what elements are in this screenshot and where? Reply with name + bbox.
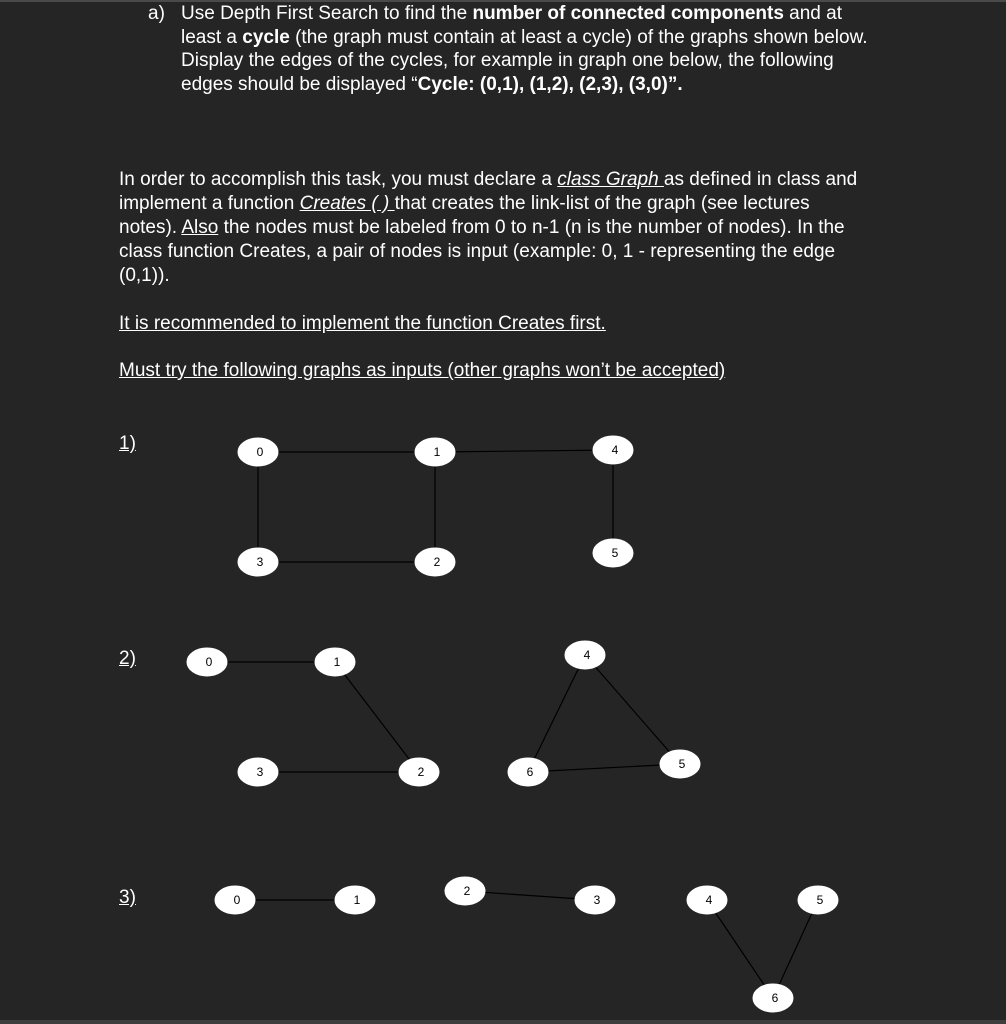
graph-node-label: 1 <box>353 893 361 907</box>
graph-node-label: 2 <box>463 884 471 898</box>
graph-node-label: 6 <box>771 991 779 1005</box>
graph-node-label: 4 <box>611 443 619 457</box>
text-run: Use Depth First Search to find the <box>181 3 473 24</box>
graph-node-label: 6 <box>526 765 534 779</box>
graph-node-label: 0 <box>256 445 264 459</box>
graph-3-label: 3) <box>119 887 136 908</box>
graph-node-label: 2 <box>417 765 425 779</box>
graph-node-label: 3 <box>593 893 601 907</box>
bold-text: ”. <box>667 73 683 95</box>
graph-edge <box>435 450 613 452</box>
text-run: that creates the link-list of the graph (see lectures notes). <box>119 193 810 238</box>
text-run: (the graph must contain at least a cycle) of the graphs shown below. Display the edges of the cycles, for example in graph one below, the following edges should be displayed “ <box>181 26 868 95</box>
graph-node-label: 0 <box>205 655 213 669</box>
graph-node-label: 5 <box>816 893 824 907</box>
graph-node-label: 1 <box>333 655 341 669</box>
graph-edge <box>528 764 680 772</box>
bold-text: number of connected components <box>472 3 784 24</box>
graph-1-label: 1) <box>119 433 136 454</box>
graph-edge <box>585 655 680 764</box>
graph-2 <box>187 641 700 786</box>
list-marker: a) <box>148 3 165 24</box>
text-run: as defined in class and implement a function <box>119 169 858 214</box>
graph-edge <box>335 662 419 772</box>
graph-edge <box>528 655 585 772</box>
text-run: the nodes must be labeled from 0 to n-1 (n is the number of nodes). In the class function Creates, a pair of nodes is input (example: 0, 1 - representing the edge (0,1)). <box>119 217 845 286</box>
graph-node-label: 0 <box>233 893 241 907</box>
graph-node-label: 5 <box>611 546 619 560</box>
underlined-text: Also <box>181 217 219 238</box>
graph-2-label: 2) <box>119 648 136 669</box>
graph-node-label: 5 <box>678 757 686 771</box>
bold-text: cycle <box>242 26 290 48</box>
graph-node-label: 4 <box>583 648 591 662</box>
graph-node-label: 4 <box>705 893 713 907</box>
graph-edge <box>707 900 773 998</box>
graph-node-label: 3 <box>256 765 264 779</box>
creates-function-link: Creates ( ) <box>299 193 395 214</box>
bottom-border <box>0 1020 1006 1024</box>
graph-1 <box>238 436 633 576</box>
recommendation-text: It is recommended to implement the function Creates first. <box>119 313 606 334</box>
graphs-intro-text: Must try the following graphs as inputs (other graphs won’t be accepted) <box>119 360 726 381</box>
graph-node-label: 3 <box>256 555 264 569</box>
bold-text: Cycle: (0,1), (1,2), (2,3), (3,0) <box>417 73 668 95</box>
graph-edge <box>773 900 818 998</box>
graph-node-label: 2 <box>433 555 441 569</box>
class-graph-link: class Graph <box>557 169 664 190</box>
graph-node-label: 1 <box>433 445 441 459</box>
text-run: In order to accomplish this task, you must declare a <box>119 169 558 190</box>
graph-3 <box>215 877 838 1012</box>
text-run: and at least a <box>181 3 842 48</box>
